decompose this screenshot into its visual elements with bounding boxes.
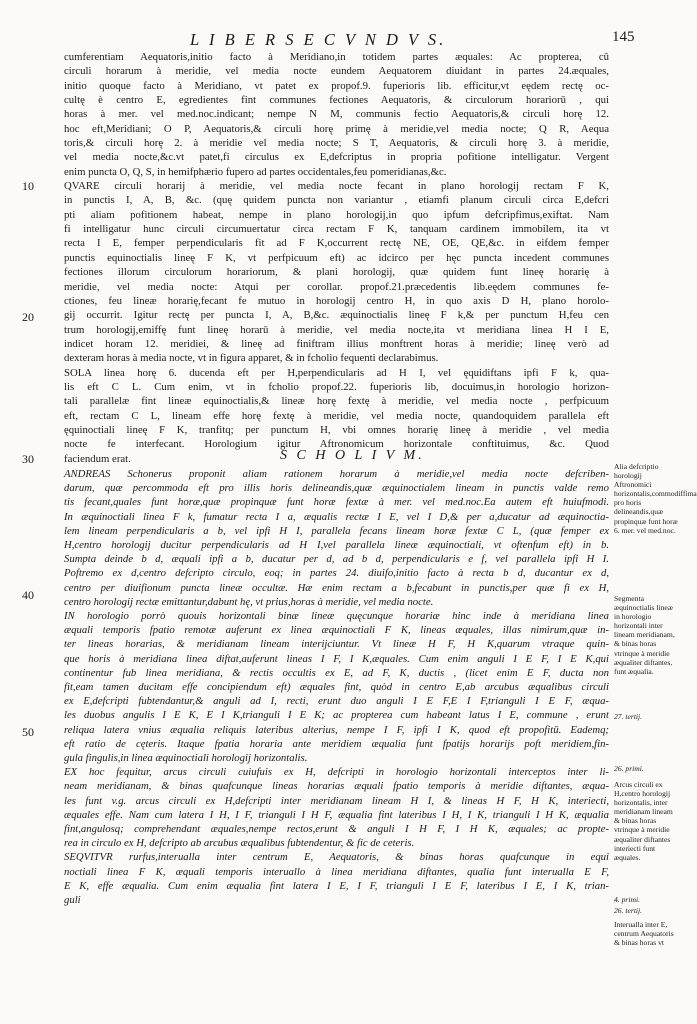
text-line: SOLA linea horę 6. ducenda eft per H,perpendicularis ad H I, vel ęquidiftans ipfi F k, qua- bbox=[64, 366, 609, 379]
text-line: fint,angulosq; comprehendant æquales,nempe rectos,erunt & anguli I H F, I H K, æquales; ac propte- bbox=[64, 823, 609, 836]
text-line: enim puncta O, Q, S, in hemifphærio fupero ad partes occidentales,feu pomeridianas,&c. bbox=[64, 165, 447, 178]
text-line: pti aliam pofitionem habeat, nempe in plano horologij,in quo ipfum defcripfimus,exiftat. Nam bbox=[64, 208, 609, 221]
line-number: 40 bbox=[22, 588, 34, 602]
text-line: rea in circulo ex H, defcripto ab arcubus æqualibus fubtendentur, & fic de ceteris. bbox=[64, 837, 415, 850]
margin-note: Segmenta æquinoctialis lineæ in horologio horizontali inter lineam meridianam, & binas horas vtrinque à meridie æqualiter diftantes, funt æqualia. bbox=[614, 594, 675, 676]
margin-note-reference: 27. tertij. bbox=[614, 712, 643, 721]
text-line: ANDREAS Schonerus proponit aliam rationem horarum à meridie,vel media nocte defcriben- bbox=[64, 468, 609, 480]
text-line: ter lineas horarias, & meridianam lineam interijciuntur. Vt lineæ H F, H K,quarum vtraque quin- bbox=[64, 638, 609, 651]
margin-note-reference: 26. tertij. bbox=[614, 906, 643, 915]
text-line: lis eft C L. Cum enim, vt in fcholio propof.22. fuperioris lib, docuimus,in horologio horizon- bbox=[64, 380, 609, 393]
text-line: H,centro horologij ducitur perpendicularis ad H I,vel parallela lineæ æquinoctiali, vt oftenfum eft) in b. bbox=[64, 539, 609, 552]
text-line: ex E,defcripti fubtendantur,& anguli ad I, recti, erunt duo anguli I E F,E I F,trianguli I E F, æqua- bbox=[64, 695, 609, 708]
text-line: fectiones illorum circulorum horariorum, & plani horologij, quæ quidem funt lineę horarię à bbox=[64, 266, 609, 279]
text-line: tali parallelæ fint lineæ equinoctialis,& lineæ horę fextę à meridie, vel media nocte , perfpicuum bbox=[64, 395, 609, 408]
text-line: faciendum erat. bbox=[64, 452, 131, 465]
text-line: ctiones, feu lineæ horarię,fecant fe mutuo in horologij centro H, in quo axis D H, plano horolo- bbox=[64, 294, 609, 307]
text-line: hoc eft,Meridiani; O P, Aequatoris,& circuli horę primę à meridie,vel media nocte; Q R, Aequa bbox=[64, 122, 609, 135]
text-line: centro horologij rectæ emittantur,dabunt hę, vt prius,horas à meridie, vel media nocte. bbox=[64, 595, 434, 608]
margin-note: Alia defcriptio horologij Aftronomici horizontalis,commodiffima pro horis delineandis,quæ propinquæ funt horæ 6. mer. vel med.noc. bbox=[614, 462, 697, 535]
text-line: les funt v.g. arcus circuli ex H,defcripti inter meridianam lineam H I, & lineas H F, H K, interiecti, bbox=[64, 794, 609, 807]
text-line: QVARE circuli horarij à meridie, vel media nocte fecant in plano horologij rectam F K, bbox=[64, 180, 609, 193]
line-number: 20 bbox=[22, 310, 34, 324]
text-line: noctiali linea F K, æquali temporis interuallo à linea meridiana diftantes, qualia funt interualla E F, bbox=[64, 865, 609, 878]
text-line: lem lineam perpendicularis a b, vel ipfi H I, parallela fecans lineam horæ fextæ C L, (quæ femper ex bbox=[64, 524, 609, 537]
text-line: initio quoque facto à Meridiano, vt patet ex propof.9. fuperioris lib. efficitur,vt eędem rectę oc- bbox=[64, 79, 609, 92]
text-line: trum horologij,emiffę funt lineę horarū à meridie, vel media nocte,ita vt meridiana linea H I E, bbox=[64, 323, 609, 336]
text-line: fit,eam tamen ducitam effe concipiendum eft) æquales fint, quòd in centro E,ab arcubus æqualibus circuli bbox=[64, 681, 609, 694]
page-header bbox=[0, 26, 686, 50]
text-line: tis fecant,quales funt horæ,quæ propinquæ funt horæ fextæ à mer. vel med.noc.Ea autem eft huiufmodi. bbox=[64, 496, 609, 509]
text-line: reliqua latera vnius æqualia reliquis lateribus alterius, nempe I F, ipfi I K, quod eft propofitū. Eademq; bbox=[64, 723, 609, 736]
text-line: meridie, vel media nocte: Atqui per corollar. propof.21.præcedentis lib.eędem communes fe- bbox=[64, 280, 609, 293]
text-line: indicet horam 12. meridiei, & lineę ad finiftram illius monftrent horas à meridie; lineę verò ad bbox=[64, 337, 609, 350]
text-line: In æquinoctiali linea F k, fumatur recta I a, æqualis rectæ I E, vel I D,& per a,ducatur ad æquinoctia- bbox=[64, 510, 609, 523]
line-number: 50 bbox=[22, 725, 34, 739]
text-line: æquales effe. Nam cum latera I H, I F, trianguli I H F, æqualia fint lateribus I H, I K, trianguli I H K, æqualia bbox=[64, 808, 609, 821]
text-line: neam meridianam, & binas quafcunque lineas horarias æquali fpatio temporis à meridie diftantes, æqua- bbox=[64, 780, 609, 793]
text-line: circuli horarum à meridie, vel media nocte eundem Aequatorem diuidant in partes 24.æquales, bbox=[64, 65, 609, 78]
text-line: punctis equinoctialis lineę F K, vt perfpicuum eft) ac idcirco per hęc puncta incedent communes bbox=[64, 251, 609, 264]
text-line: Poftremo ex d,centro defcripto circulo, eoq; in partes 24. diuifo,initio facto à recta b d, ducantur ex d, bbox=[64, 567, 609, 580]
text-line: darum, quæ percommoda eft pro illis horis delineandis,quæ æquinoctialem lineam in punctis valde remo bbox=[64, 482, 609, 495]
text-line: dexteram horas à media nocte, vt in figura apparet, & in fcholio fequenti declarabimus. bbox=[64, 352, 439, 365]
text-line: cultę è centro E, egredientes fint communes fectiones Aequatoris, & circulorum horariorū , qui bbox=[64, 94, 609, 107]
text-line: vel media nocte,&c.vt patet,fi circulus ex E,defcriptus in propria pofitione intelligatur. Vergent bbox=[64, 151, 609, 164]
margin-note-reference: 26. primi. bbox=[614, 764, 644, 773]
text-line: E K, effe æqualia. Cum enim æqualia fint latera I E, I F, trianguli I E F, lateribus I E, I K, trian- bbox=[64, 879, 609, 892]
text-line: que horis à meridiana linea diftat,auferunt lineas I F, I K,æquales. Cum enim anguli I E F, I E K,qui bbox=[64, 652, 609, 665]
text-line: recta I E, femper perpendicularis fit ad F K,occurrent rectę NE, OE, QE,&c. in eifdem femper bbox=[64, 237, 609, 250]
text-line: cumferentiam Aequatoris,initio facto à Meridiano,in totidem partes æquales: Ac propterea, cū bbox=[64, 51, 609, 63]
main-text-body bbox=[64, 50, 609, 466]
text-line: eft, rectam C L, lineam effe horę fextę à meridie, vel media nocte, quandoquidem parallela eft bbox=[64, 409, 609, 422]
text-line: les duobus angulis I E K, E I K,trianguli I E K; ac propterea cum habeant latus I E, commune , erunt bbox=[64, 709, 609, 722]
text-line: gij occurrit. Igitur rectę per puncta I, A, B,&c. æquinoctialis lineę F k,& per punctum H,feu cen bbox=[64, 309, 609, 322]
text-line: ęquinoctiali lineę F K, tranfitq; per punctum H, vbi omnes horarię lineę à meridie , vel media bbox=[64, 423, 609, 436]
margin-note: Arcus circuli ex H,centro horologij horizontalis, inter meridianam lineam & binas horas vtrinque à meridie æqualiter diftantes interiecti funt æquales. bbox=[614, 780, 673, 862]
text-line: continentur fub linea meridiana, & rectis occultis ex E, ad F, K, ductis , (licet enim E F, ducta non bbox=[64, 666, 609, 679]
scholium-body bbox=[64, 467, 609, 907]
text-line: eft ratio de cęteris. Itaque fpatia horaria ante meridiem æqualia funt fpatijs horarijs poft meridiem,fin- bbox=[64, 737, 609, 750]
running-title: L I B E R S E C V N D V S. bbox=[190, 30, 447, 49]
text-line: IN horologio porrò quouis horizontali binæ lineæ quęcunque horariæ hinc inde à meridiana linea bbox=[64, 610, 609, 623]
text-line: æquali temporis fpatio remotæ auferunt ex linea æquinoctiali F K, lineas æquales, illas nimirum,quæ in- bbox=[64, 624, 609, 637]
line-number: 30 bbox=[22, 452, 34, 466]
line-number: 10 bbox=[22, 179, 34, 193]
text-line: fi intelligatur hunc circuli circumuertatur circa rectam F K, tanquam cardinem immobilem, ita vt bbox=[64, 223, 609, 236]
text-line: EX hoc fequitur, arcus circuli cuiufuis ex H, defcripti in horologio horizontali interceptos inter li- bbox=[64, 766, 609, 779]
text-line: nocte fe interfecant. Horologium igitur Aftronomicum horizontale conftituimus, &c. Quod bbox=[64, 438, 609, 451]
text-line: horas à mer. vel med.noc.indicant; nempe N M, communis fectio Aequatoris,& circuli horę 12. bbox=[64, 108, 609, 121]
text-line: guli bbox=[64, 894, 81, 907]
text-line: SEQVITVR rurfus,interualla inter centrum E, Aequatoris, & binas horas quafcunque in equi bbox=[64, 851, 609, 864]
text-line: gula fingulis,in linea æquinoctiali horologij horizontalis. bbox=[64, 752, 308, 765]
text-line: Sumpta deinde b d, æquali ipfi a b, ducatur per d, ad b d, perpendicularis e f, vel parallela ipfi H I. bbox=[64, 553, 609, 566]
margin-note-reference: 4. primi. bbox=[614, 895, 640, 904]
text-line: toris,& circuli horę 2. à meridie vel media nocte; S T, Aequatoris, & circuli horę 3. à meridie, bbox=[64, 137, 609, 150]
margin-note: Interualla inter E, centrum Aequatoris & binas horas vt bbox=[614, 920, 674, 948]
text-line: in punctis I, A, B, &c. (quę quidem puncta non variantur , etiamfi planum circuli circa E,defcri bbox=[64, 194, 609, 207]
page-number: 145 bbox=[612, 29, 635, 45]
text-line: centro per diuifionum puncta lineæ occultæ. Hæ enim rectam a b,fecabunt in punctis,per quæ fi ex H, bbox=[64, 581, 609, 594]
scholium-heading: S C H O L I V M. bbox=[280, 448, 425, 463]
